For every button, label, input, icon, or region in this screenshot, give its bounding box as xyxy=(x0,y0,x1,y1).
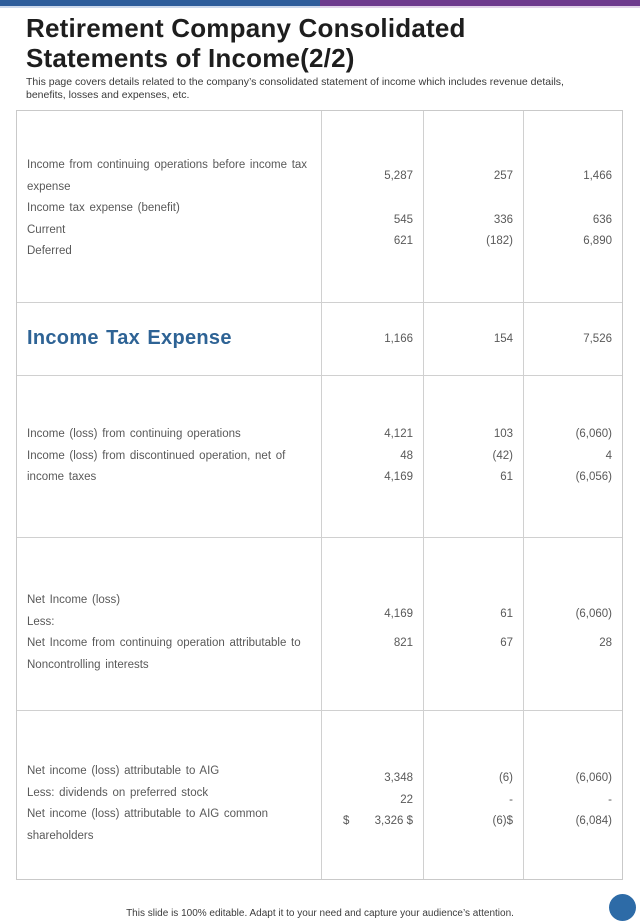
value-line: 636 xyxy=(592,213,612,226)
value-line: 22 xyxy=(400,793,413,806)
row-label-line: Income (loss) from discontinued operation, net of xyxy=(27,449,286,462)
row-label-line: Current xyxy=(27,223,66,236)
value-cell-col1 xyxy=(321,376,423,537)
value-cell-col3 xyxy=(523,111,622,302)
row-label-line: Income tax expense (benefit) xyxy=(27,202,180,214)
row-label-line: Income from continuing operations before income tax xyxy=(27,159,308,171)
row-label xyxy=(17,303,321,375)
value-line: 257 xyxy=(493,170,513,182)
value-cell-col1 xyxy=(321,711,423,879)
value-cell-col1 xyxy=(321,111,423,302)
value-line: 621 xyxy=(393,235,413,247)
row-label-line: income taxes xyxy=(27,471,97,483)
accent-bar-purple xyxy=(320,0,640,8)
page-subtitle-line2: benefits, losses and expenses, etc. xyxy=(26,89,190,101)
value-line: 1,166 xyxy=(384,333,413,345)
value-line: (6) xyxy=(498,772,513,784)
value-line-total xyxy=(322,811,413,833)
value-cell-col2 xyxy=(423,711,523,879)
value-cell-col1 xyxy=(321,538,423,710)
row-label-line: Less: xyxy=(27,615,55,628)
value-line: - xyxy=(509,793,513,806)
value-cell-col3 xyxy=(523,303,622,375)
value-cell-col2 xyxy=(423,538,523,710)
row-label-line: Net income (loss) attributable to AIG common xyxy=(27,808,269,820)
value-line: (6,056) xyxy=(575,471,612,483)
row-label-line: shareholders xyxy=(27,829,94,842)
table-row-income-before-tax xyxy=(17,111,622,303)
value-line: 28 xyxy=(599,636,612,649)
value-cell-col2 xyxy=(423,111,523,302)
decorative-dot xyxy=(609,894,636,921)
value-line: (6,084) xyxy=(575,815,612,827)
value-line: 61 xyxy=(500,471,513,483)
page-subtitle xyxy=(26,76,564,102)
value-line: (6,060) xyxy=(575,608,612,620)
footer-note: This slide is 100% editable. Adapt it to your need and capture your audience’s attention. xyxy=(126,908,514,919)
value-line: 154 xyxy=(493,333,513,345)
value-line: 48 xyxy=(400,449,413,462)
row-label-line: Income (loss) from continuing operations xyxy=(27,428,241,440)
value-line: (182) xyxy=(486,235,513,247)
value-line: 1,466 xyxy=(583,170,612,182)
row-label-line: Net Income (loss) xyxy=(27,594,121,606)
table-row-net-income-aig xyxy=(17,711,622,879)
value-line: 5,287 xyxy=(384,170,413,182)
value-line: 6,890 xyxy=(583,235,612,247)
page-title xyxy=(26,13,466,73)
value-line: (6,060) xyxy=(575,772,612,784)
value-line: (6,060) xyxy=(575,428,612,440)
row-label-line: Net Income from continuing operation attributable to xyxy=(27,637,301,649)
value-line: 7,526 xyxy=(583,333,612,345)
row-label-line: expense xyxy=(27,180,71,193)
currency-symbol: $ xyxy=(343,815,350,827)
row-label xyxy=(17,711,321,879)
table-row-net-income-loss xyxy=(17,538,622,711)
accent-bar-blue xyxy=(0,0,320,8)
top-accent-bar xyxy=(0,0,640,8)
value-cell-col3 xyxy=(523,538,622,710)
page-title-line2: Statements of Income(2/2) xyxy=(26,43,355,73)
value-line: (6)$ xyxy=(492,815,513,827)
row-label xyxy=(17,376,321,537)
row-label xyxy=(17,111,321,302)
value-line: 67 xyxy=(500,636,513,649)
value-line: 3,348 xyxy=(384,772,413,784)
value-line: 4,169 xyxy=(384,471,413,483)
value-line: 4 xyxy=(605,449,612,462)
total-value: 3,326 $ xyxy=(374,815,413,827)
value-line: 61 xyxy=(500,608,513,620)
table-row-income-tax-expense xyxy=(17,303,622,376)
table-row-income-loss-operations xyxy=(17,376,622,538)
value-cell-col1 xyxy=(321,303,423,375)
value-line: (42) xyxy=(492,449,513,462)
page-subtitle-line1: This page covers details related to the company’s consolidated statement of income which includes revenue details, xyxy=(26,76,564,88)
income-statement-table xyxy=(16,110,623,880)
value-cell-col3 xyxy=(523,711,622,879)
value-line: 821 xyxy=(393,636,413,649)
value-cell-col2 xyxy=(423,376,523,537)
value-line: - xyxy=(608,793,612,806)
value-cell-col3 xyxy=(523,376,622,537)
value-cell-col2 xyxy=(423,303,523,375)
row-label-line: Noncontrolling interests xyxy=(27,658,149,671)
row-label-line: Deferred xyxy=(27,245,72,257)
section-heading: Income Tax Expense xyxy=(27,327,232,349)
value-line: 103 xyxy=(493,428,513,440)
row-label xyxy=(17,538,321,710)
value-line: 4,121 xyxy=(384,428,413,440)
value-line: 336 xyxy=(493,213,513,226)
value-line: 545 xyxy=(393,213,413,226)
page-title-line1: Retirement Company Consolidated xyxy=(26,13,466,43)
value-line: 4,169 xyxy=(384,608,413,620)
row-label-line: Less: dividends on preferred stock xyxy=(27,786,209,799)
row-label-line: Net income (loss) attributable to AIG xyxy=(27,765,220,777)
